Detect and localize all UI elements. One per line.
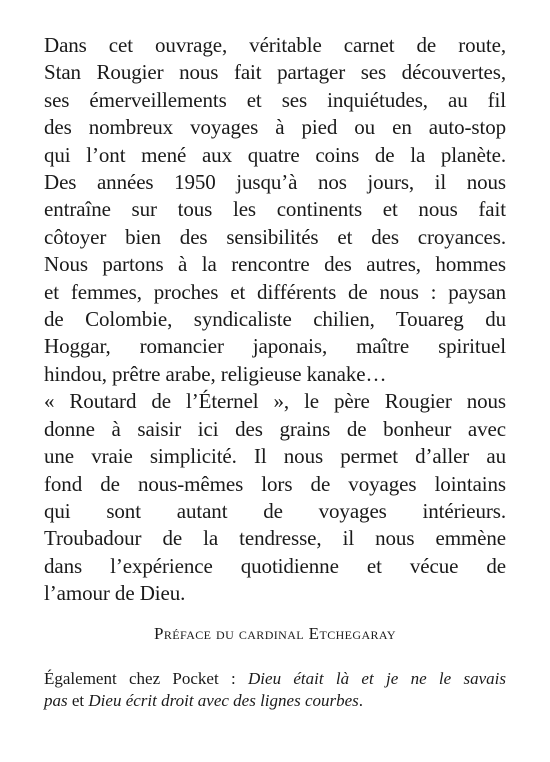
also-title-1-part-2: pas <box>44 691 68 710</box>
blurb-line: Nous partons à la rencontre des autres, hommes <box>44 252 506 277</box>
blurb-line: ses émerveillements et ses inquiétudes, au fil <box>44 87 506 112</box>
blurb-line: qui sont autant de voyages intérieurs. <box>44 498 506 523</box>
blurb-line: côtoyer bien des sensibilités et des croyances. <box>44 224 506 249</box>
blurb-line: une vraie simplicité. Il nous permet d’aller au <box>44 444 506 469</box>
also-line-2 <box>44 690 506 712</box>
blurb-line: dans l’expérience quotidienne et vécue de <box>44 553 506 578</box>
blurb-line: des nombreux voyages à pied ou en auto-stop <box>44 115 506 140</box>
blurb-line: « Routard de l’Éternel », le père Rougier nous <box>44 389 506 414</box>
blurb-line: Hoggar, romancier japonais, maître spirituel <box>44 334 506 359</box>
also-title-1-part-1: Dieu était là et je ne le savais <box>248 669 506 688</box>
also-prefix: Également chez Pocket : <box>44 669 249 688</box>
blurb-line: l’amour de Dieu. <box>44 581 186 606</box>
blurb-line: Troubadour de la tendresse, il nous emmène <box>44 526 506 551</box>
also-suffix: . <box>358 691 364 710</box>
blurb-line: Stan Rougier nous fait partager ses découvertes, <box>44 60 506 85</box>
blurb-line: fond de nous-mêmes lors de voyages lointains <box>44 471 506 496</box>
also-title-2: Dieu écrit droit avec des lignes courbes <box>88 691 359 710</box>
blurb-line: entraîne sur tous les continents et nous fait <box>44 197 506 222</box>
blurb-line: Des années 1950 jusqu’à nos jours, il nous <box>44 170 506 195</box>
also-connector: et <box>67 691 89 710</box>
also-available-note <box>44 668 506 712</box>
blurb-line: donne à saisir ici des grains de bonheur avec <box>44 416 506 441</box>
blurb-line: et femmes, proches et différents de nous : paysan <box>44 279 506 304</box>
blurb-line: qui l’ont mené aux quatre coins de la planète. <box>44 142 506 167</box>
also-line-1 <box>44 668 506 690</box>
blurb-line: de Colombie, syndicaliste chilien, Touareg du <box>44 307 506 332</box>
blurb-line: Dans cet ouvrage, véritable carnet de route, <box>44 33 506 57</box>
back-cover <box>44 32 506 710</box>
preface-credit: Préface du cardinal Etchegaray <box>154 624 396 643</box>
blurb-line: hindou, prêtre arabe, religieuse kanake… <box>44 361 387 386</box>
blurb-text <box>44 32 506 608</box>
